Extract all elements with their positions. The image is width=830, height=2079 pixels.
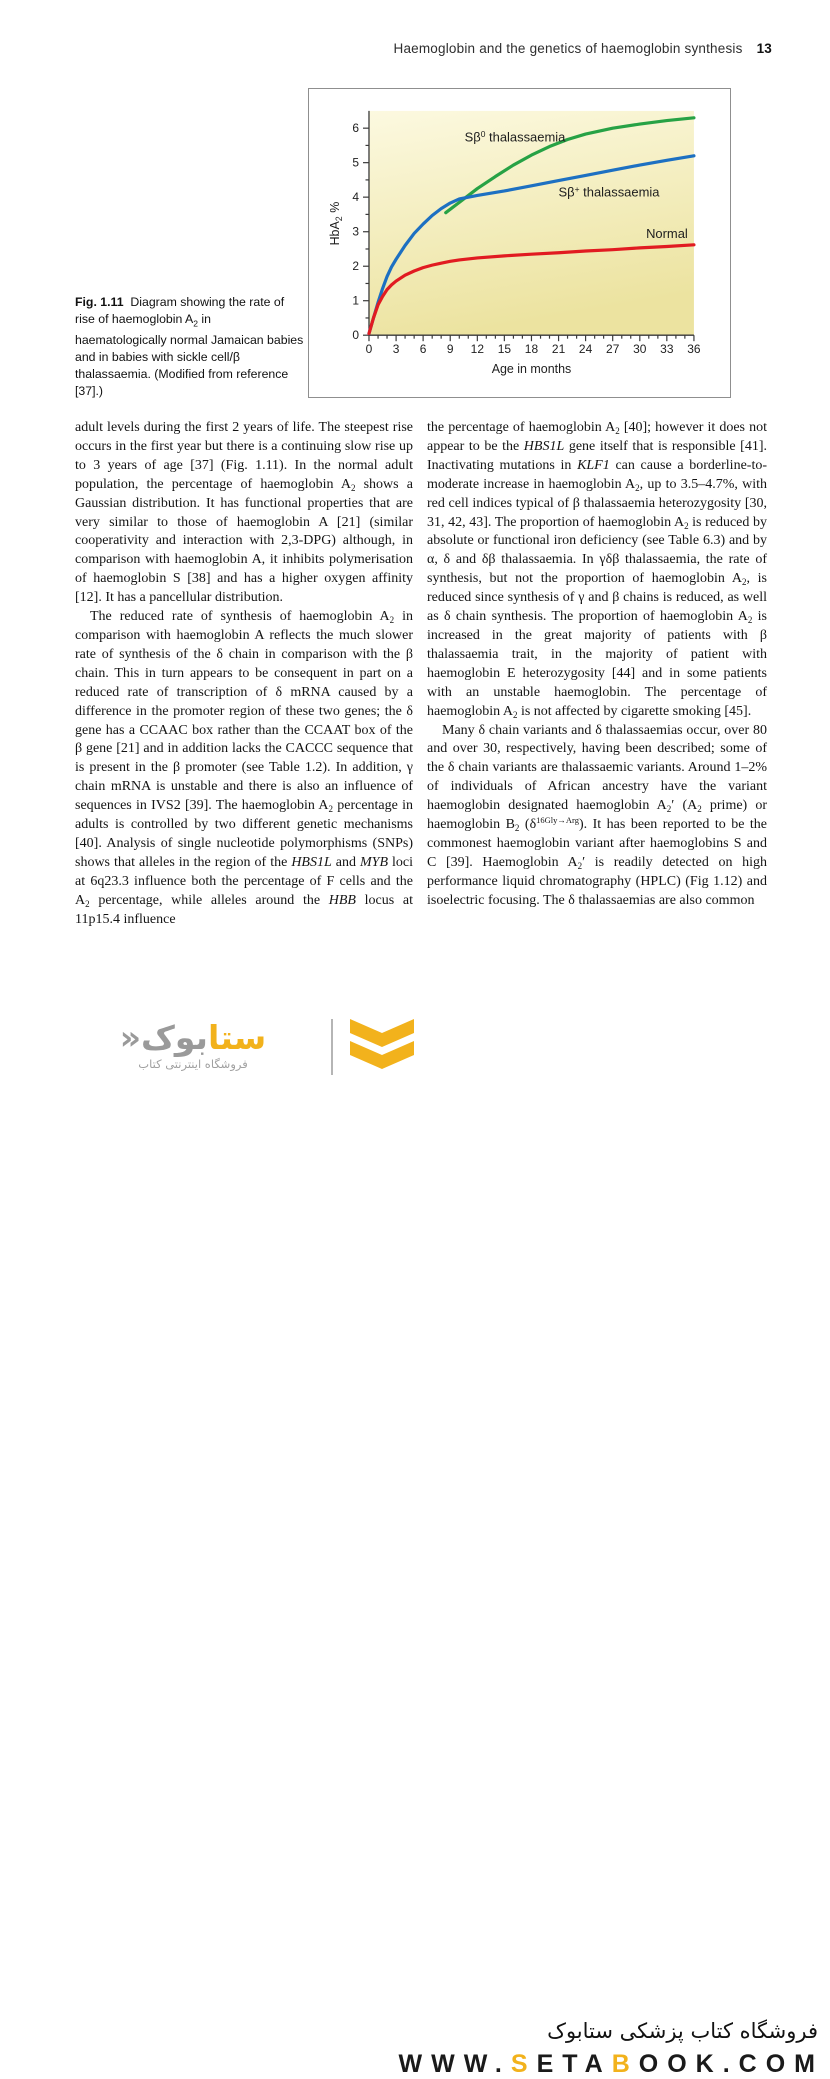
paragraph: Many δ chain variants and δ thalassaemias occur, over 80 and over 30, respectively, having been described; some of the δ chain variants are thalassaemic variants. Around 1–2% of individuals of African ancestry have the variant haemoglobin designated haemoglobin $A_2'$ ($A_2$ prime) or haemoglobin $B_2$ $(\delta^{16Gly\to Arg})$. It has been reported to be the commonest haemoglobin variant after haemoglobins S and C [39]. Haemoglobin $A_2'$ is readily detected on high performance liquid chromatography (HPLC) (Fig 1.12) and isoelectric focusing. The δ thalassaemias are also common	[427, 722, 768, 908]
svg-text:HbA2 %: HbA$_2$ %	[328, 201, 345, 246]
svg-text:Age in months: Age in months	[491, 362, 572, 377]
figure-caption: Fig. 1.11 Diagram showing the rate of rise of haemoglobin $A_2$ in haematologically normal Jamaican babies and in babies with sickle cell/β thalassaemia. (Modified from reference [37].)	[75, 295, 304, 399]
paragraph: adult levels during the first 2 years of life. The steepest rise occurs in the first year but there is a continuing slow rise up to 3 years of age [37] (Fig. 1.11). In the normal adult population, the percentage of haemoglobin $A_2$ shows a Gaussian distribution. It has functional properties that are very similar to those of haemoglobin A [21] (similar cooperativity and interaction with 2,3-DPG) although, in comparison with haemoglobin A, it inhibits polymerisation of haemoglobin S [38] and has a higher oxygen affinity [12]. It has a pancellular distribution.	[75, 420, 413, 606]
shop-title: فروشگاه کتاب پزشکی ستابوک	[547, 2019, 818, 2043]
logo-wordmark	[62, 1018, 324, 1057]
svg-text:3: 3	[352, 224, 360, 239]
svg-text:33: 33	[660, 342, 674, 357]
svg-text:15: 15	[497, 342, 511, 357]
svg-text:Sβ+ thalassaemia: Sβ+ thalassaemia	[558, 183, 660, 200]
svg-text:2: 2	[352, 259, 360, 274]
svg-text:9: 9	[446, 342, 454, 357]
body-left-column	[75, 419, 413, 1025]
svg-text:5: 5	[352, 155, 360, 170]
setabook-logo	[62, 1018, 324, 1071]
chart-svg	[309, 89, 730, 397]
svg-text:12: 12	[470, 342, 484, 357]
svg-text:1: 1	[352, 293, 360, 308]
svg-text:30: 30	[633, 342, 647, 357]
figure-box	[308, 88, 731, 398]
chevron-emblem-icon	[347, 1015, 417, 1073]
svg-text:24: 24	[578, 342, 593, 357]
svg-text:21: 21	[551, 342, 566, 357]
svg-text:6: 6	[419, 342, 427, 357]
page-number: 13	[756, 41, 772, 56]
page-header	[394, 41, 773, 56]
svg-text:0: 0	[365, 342, 373, 357]
paragraph: the percentage of haemoglobin $A_2$ [40]; however it does not appear to be the HBS1L gene itself that is responsible [41]. Inactivating mutations in KLF1 can cause a borderline-to-moderate increase in haemoglobin $A_2$, up to 3.5–4.7%, with red cell indices typical of β thalassaemia heterozygosity [30, 31, 42, 43]. The proportion of haemoglobin $A_2$ is reduced by absolute or functional iron deficiency (see Table 6.3) and by α, δ and δβ thalassaemia. In γδβ thalassaemia, the rate of synthesis, but not the proportion of haemoglobin $A_2$, is reduced since synthesis of γ and β chains is reduced, as well as δ chain synthesis. The proportion of haemoglobin $A_2$ is increased in the great majority of patients with β thalassaemia trait, in the majority of patient with haemoglobin E heterozygosity [44] and in some patients with an unstable haemoglobin. The percentage of haemoglobin $A_2$ is not affected by cigarette smoking [45].	[427, 420, 768, 720]
svg-text:6: 6	[352, 121, 360, 136]
svg-text:3: 3	[392, 342, 400, 357]
svg-text:Normal: Normal	[646, 225, 688, 241]
svg-text:Sβ0 thalassaemia: $S\beta^0$ thalassaemia	[464, 128, 566, 145]
running-title: Haemoglobin and the genetics of haemoglobin synthesis	[393, 41, 743, 56]
logo-wordmark-accent: ستا	[207, 1018, 267, 1057]
logo-wordmark-rest: بوک«	[119, 1018, 208, 1057]
paragraph: The reduced rate of synthesis of haemoglobin $A_2$ in comparison with haemoglobin A reflects the much slower rate of synthesis of the δ chain in comparison with the β chain. This in turn appears to be consequent in part on a reduced rate of transcription of δ mRNA caused by a difference in the promoter region of these two genes; the δ gene has a CCAAC box rather than the CCAAT box of the β gene [21] and in addition lacks the CACCC sequence that is present in the β promoter (see Table 1.2). In addition, γ chain mRNA is unstable and there is also an influence of sequences in IVS2 [39]. The haemoglobin $A_2$ percentage in adults is controlled by two different genetic mechanisms [40]. Analysis of single nucleotide polymorphisms (SNPs) shows that alleles in the region of the HBS1L and MYB loci at 6q23.3 influence both the percentage of F cells and the $A_2$ percentage, while alleles around the HBB locus at 11p15.4 influence	[75, 609, 414, 927]
website-url: WWW.SETABOOK.COM	[398, 2050, 824, 2078]
svg-text:27: 27	[606, 342, 620, 357]
svg-text:36: 36	[687, 342, 701, 357]
page-footer	[0, 1009, 830, 2078]
footer-divider	[331, 1019, 333, 1075]
body-right-column	[427, 419, 767, 1025]
logo-subtitle: فروشگاه اینترنتی کتاب	[138, 1057, 248, 1071]
svg-text:0: 0	[352, 328, 360, 343]
svg-text:18: 18	[524, 342, 539, 357]
svg-text:4: 4	[352, 190, 360, 205]
